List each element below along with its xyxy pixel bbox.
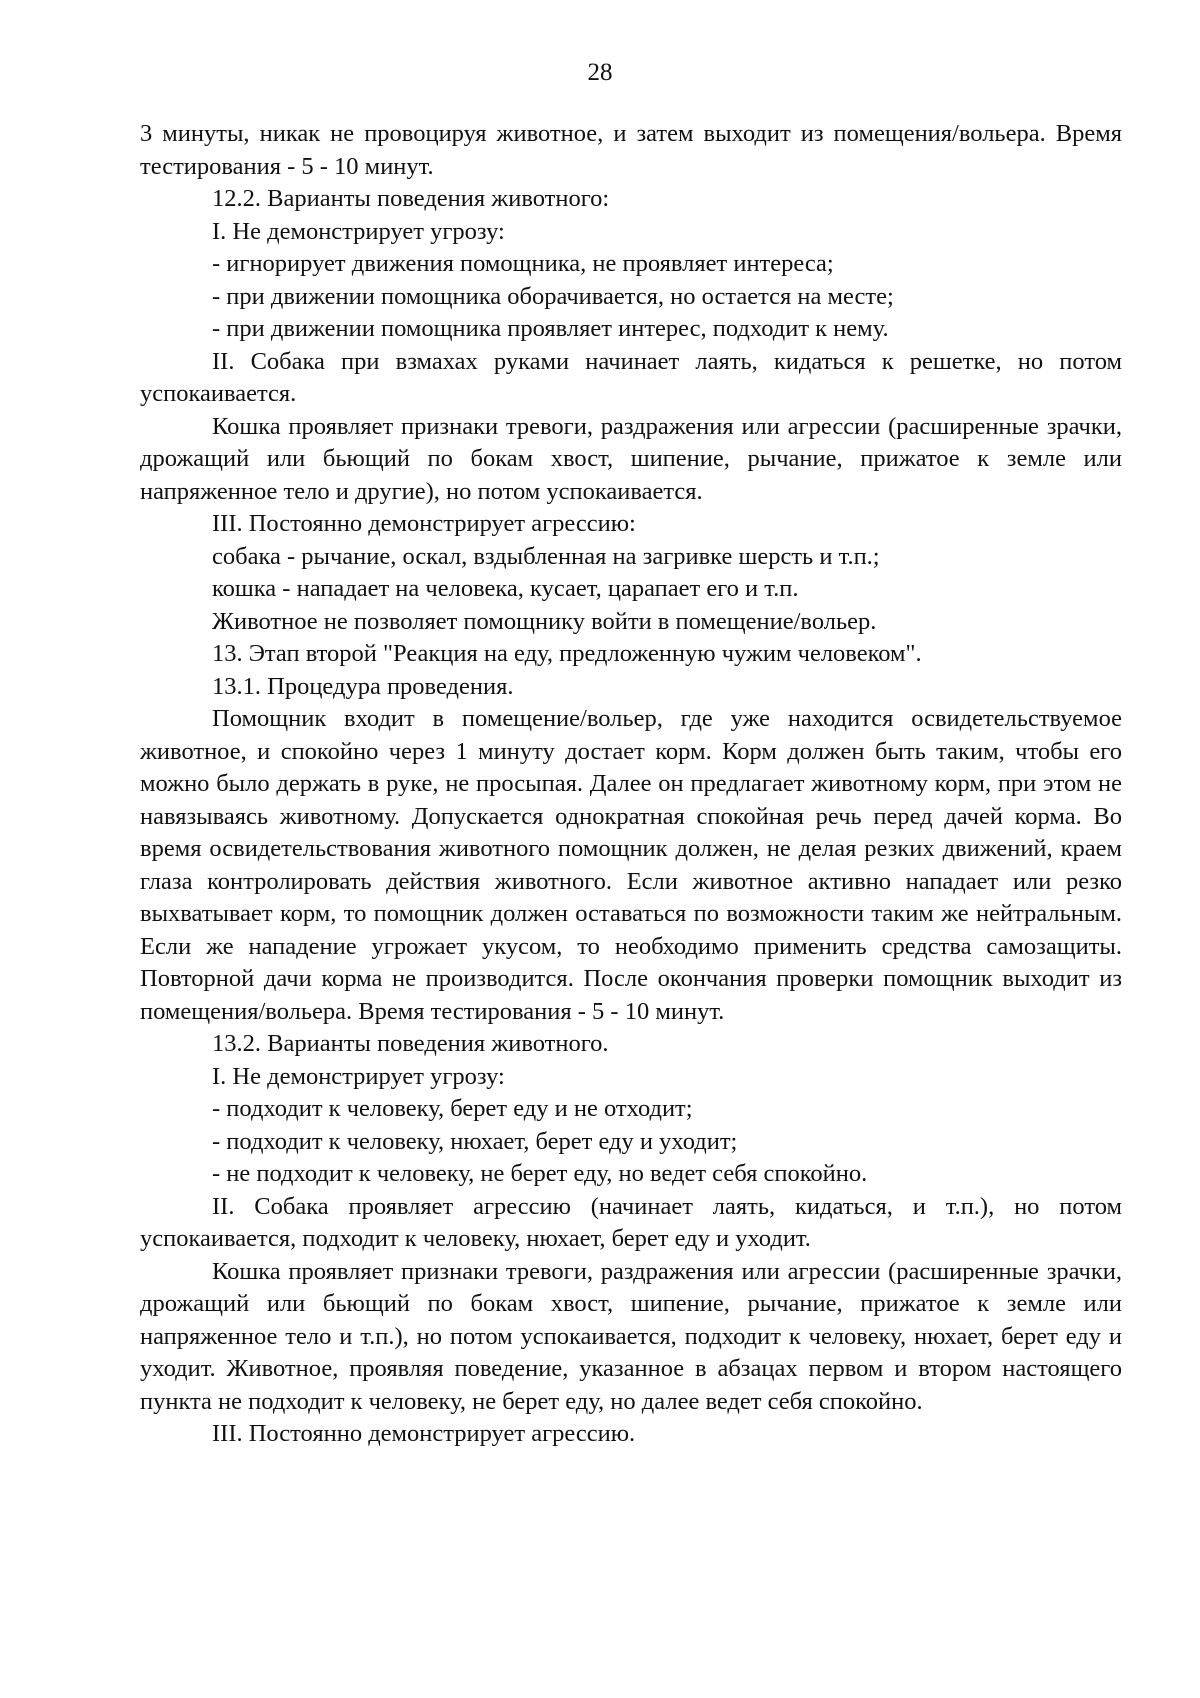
- paragraph-cat-anxiety-food: Кошка проявляет признаки тревоги, раздражения или агрессии (расширенные зрачки, дрожащий или бьющий по бокам хвост, шипение, рычание, прижатое к земле или напряженное тело и т.п.), но потом успокаивается, подходит к человеку, нюхает, берет еду и уходит. Животное, проявляя поведение, указанное в абзацах первом и втором настоящего пункта не подходит к человеку, не берет еду, но далее ведет себя спокойно.: [140, 1257, 1122, 1415]
- page-number: 28: [587, 59, 613, 86]
- section-heading-13-2: 13.2. Варианты поведения животного.: [212, 1030, 609, 1057]
- paragraph-cat-anxiety: Кошка проявляет признаки тревоги, раздражения или агрессии (расширенные зрачки, дрожащий или бьющий по бокам хвост, шипение, рычание, прижатое к земле или напряженное тело и другие), но потом успокаивается.: [140, 412, 1122, 505]
- list-item: - при движении помощника проявляет интерес, подходит к нему.: [212, 315, 889, 342]
- list-item: - не подходит к человеку, не берет еду, но ведет себя спокойно.: [212, 1160, 868, 1187]
- paragraph-procedure: Помощник входит в помещение/вольер, где уже находится освидетельствуемое животное, и спокойно через 1 минуту достает корм. Корм должен быть таким, чтобы его можно было держать в руке, не просыпая. Далее он предлагает животному корм, при этом не навязываясь животному. Допускается однократная спокойная речь перед дачей корма. Во время освидетельствования животного помощник должен, не делая резких движений, краем глаза контролировать действия животного. Если животное активно нападает или резко выхватывает корм, то помощник должен оставаться по возможности таким же нейтральным. Если же нападение угрожает укусом, то необходимо применить средства самозащиты. Повторной дачи корма не производится. После окончания проверки помощник выходит из помещения/вольера. Время тестирования - 5 - 10 минут.: [140, 705, 1122, 1025]
- list-heading-no-threat: I. Не демонстрирует угрозу:: [212, 1062, 505, 1090]
- paragraph-dog-aggression: II. Собака проявляет агрессию (начинает лаять, кидаться, и т.п.), но потом успокаивается, подходит к человеку, нюхает, берет еду и уходит.: [140, 1192, 1122, 1252]
- section-heading-13-1: 13.1. Процедура проведения.: [212, 672, 514, 700]
- section-heading-12-2: 12.2. Варианты поведения животного:: [212, 185, 610, 212]
- list-item: - подходит к человеку, берет еду и не отходит;: [212, 1095, 693, 1122]
- paragraph-no-entry: Животное не позволяет помощнику войти в помещение/вольер.: [212, 607, 877, 635]
- list-item: кошка - нападает на человека, кусает, царапает его и т.п.: [212, 575, 799, 602]
- list-item: - при движении помощника оборачивается, но остается на месте;: [212, 282, 894, 310]
- section-heading-13: 13. Этап второй "Реакция на еду, предложенную чужим человеком".: [212, 640, 922, 667]
- list-item: - игнорирует движения помощника, не проявляет интереса;: [212, 250, 834, 277]
- paragraph-continuation-testing-time: 3 минуты, никак не провоцируя животное, и затем выходит из помещения/вольера. Время тестирования - 5 - 10 минут.: [140, 120, 1122, 180]
- list-item: - подходит к человеку, нюхает, берет еду и уходит;: [212, 1127, 738, 1155]
- document-body: [140, 118, 1122, 1451]
- paragraph-dog-barking: II. Собака при взмахах руками начинает лаять, кидаться к решетке, но потом успокаивается.: [140, 347, 1122, 407]
- list-heading-constant-aggression: III. Постоянно демонстрирует агрессию.: [212, 1420, 636, 1447]
- list-heading-constant-aggression: III. Постоянно демонстрирует агрессию:: [212, 510, 636, 537]
- list-item: собака - рычание, оскал, вздыбленная на загривке шерсть и т.п.;: [212, 542, 880, 570]
- list-heading-no-threat: I. Не демонстрирует угрозу:: [212, 217, 505, 245]
